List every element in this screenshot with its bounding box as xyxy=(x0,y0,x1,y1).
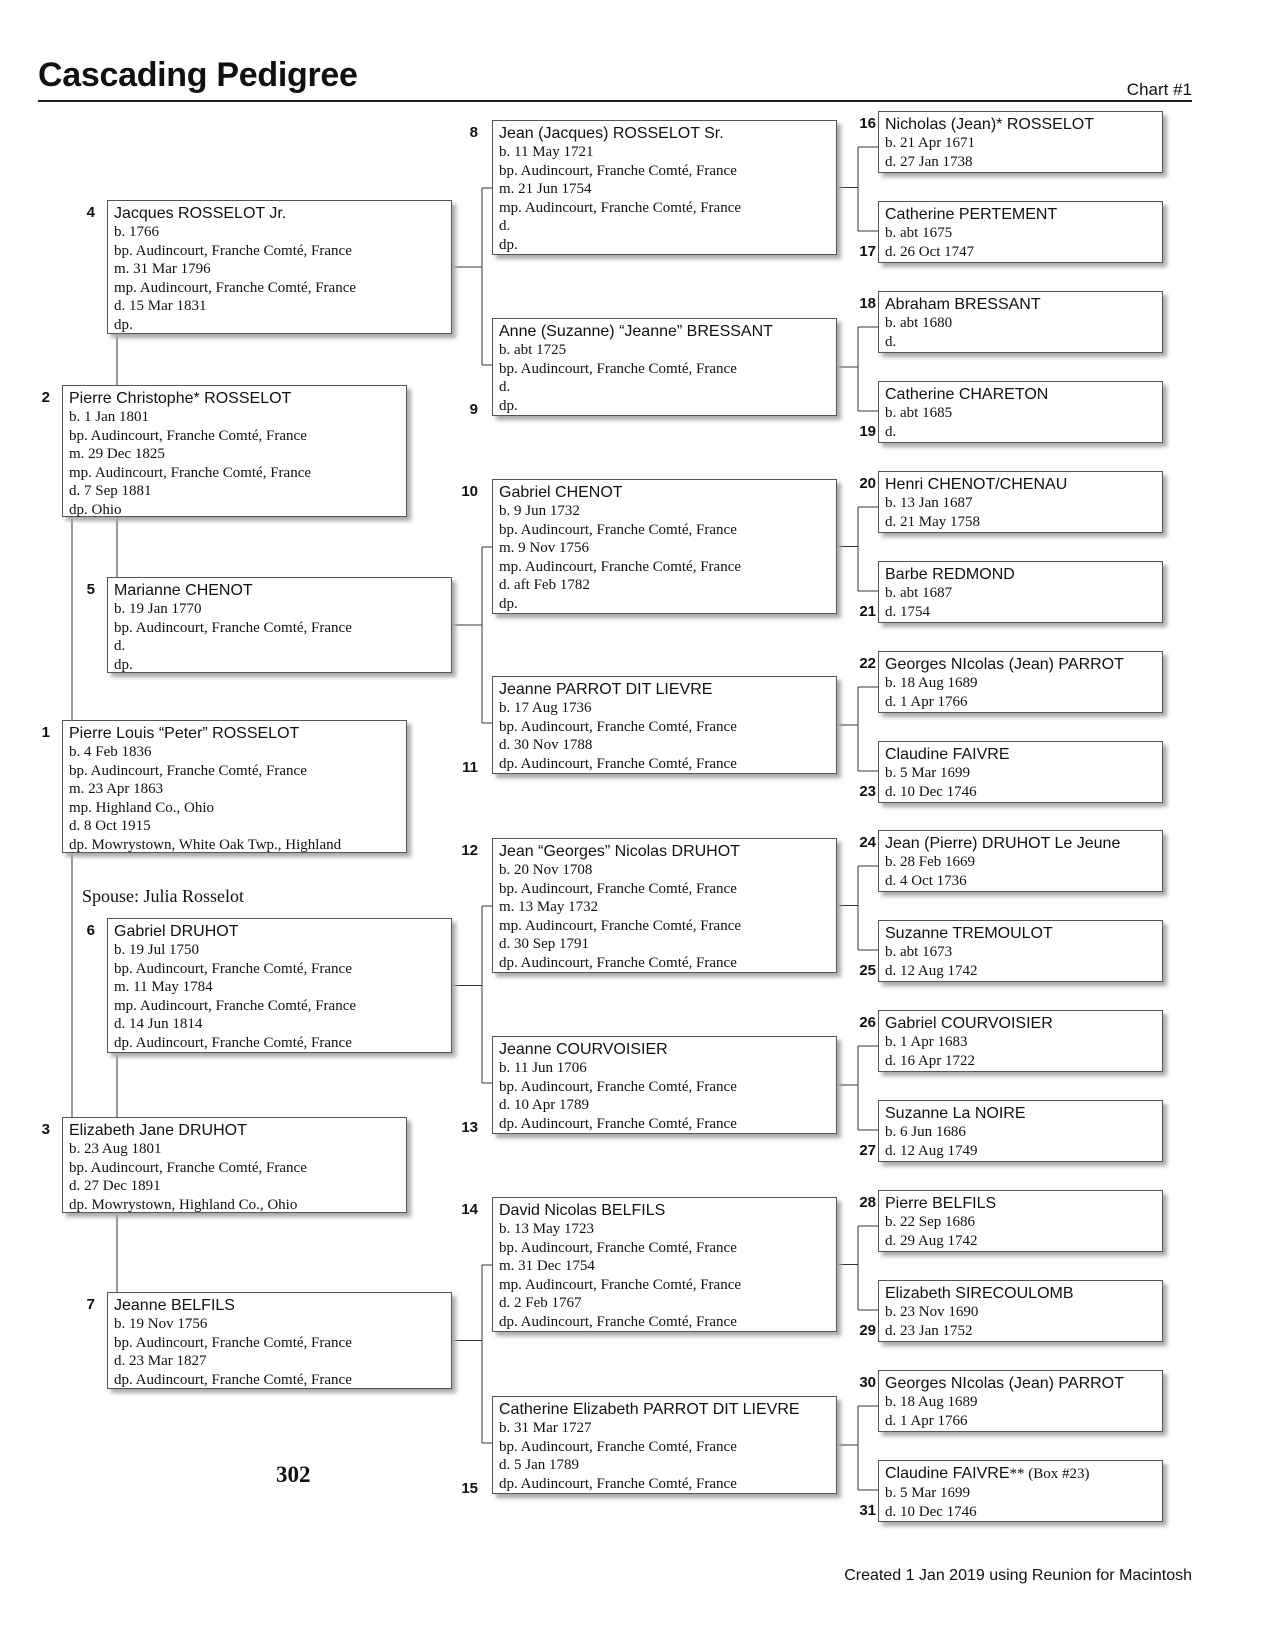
person-detail-line: mp. Audincourt, Franche Comté, France xyxy=(69,464,312,481)
person-detail-line: d. 29 Aug 1742 xyxy=(885,1232,978,1249)
person-detail-line: dp. xyxy=(114,316,133,333)
person-number: 4 xyxy=(86,204,95,221)
person-name xyxy=(885,475,1162,494)
person-number: 8 xyxy=(469,124,478,141)
person-box-10 xyxy=(492,479,837,614)
person-detail-line: m. 9 Nov 1756 xyxy=(499,540,589,556)
person-name-text: Gabriel CHENOT xyxy=(499,484,623,501)
person-detail-line: bp. Audincourt, Franche Comté, France xyxy=(114,1334,352,1351)
person-detail-line: bp. Audincourt, Franche Comté, France xyxy=(69,1159,307,1176)
person-detail-line: dp. xyxy=(114,656,133,673)
person-detail-line: d. 30 Sep 1791 xyxy=(499,936,589,952)
person-detail-line: dp. xyxy=(499,397,518,414)
person-detail-line: mp. Audincourt, Franche Comté, France xyxy=(499,199,742,216)
person-detail-line: d. 27 Jan 1738 xyxy=(885,153,973,170)
person-number: 16 xyxy=(859,115,876,132)
person-name xyxy=(885,565,1162,584)
person-number: 9 xyxy=(469,401,478,418)
person-number: 23 xyxy=(859,783,876,800)
person-detail-line: b. 18 Aug 1689 xyxy=(885,675,978,691)
person-box-29 xyxy=(878,1280,1163,1342)
person-detail-line: d. 26 Oct 1747 xyxy=(885,243,975,260)
person-detail-line: b. abt 1725 xyxy=(499,342,567,358)
person-name-text: Nicholas (Jean)* ROSSELOT xyxy=(885,116,1094,133)
person-number: 30 xyxy=(859,1374,876,1391)
person-detail-line: bp. Audincourt, Franche Comté, France xyxy=(499,718,737,735)
person-box-9 xyxy=(492,318,837,416)
person-detail-line: d. 1 Apr 1766 xyxy=(885,1412,968,1429)
person-detail-line: b. 17 Aug 1736 xyxy=(499,700,592,716)
person-box-18 xyxy=(878,291,1163,353)
person-name-text: Abraham BRESSANT xyxy=(885,296,1041,313)
person-name xyxy=(885,1464,1162,1484)
person-name-text: Jeanne COURVOISIER xyxy=(499,1041,668,1058)
person-detail-line: mp. Audincourt, Franche Comté, France xyxy=(114,997,357,1014)
person-detail-line: b. 31 Mar 1727 xyxy=(499,1420,592,1436)
person-detail-line: b. 5 Mar 1699 xyxy=(885,765,970,781)
person-box-14 xyxy=(492,1197,837,1332)
person-detail-line: bp. Audincourt, Franche Comté, France xyxy=(69,427,307,444)
person-name-text: Suzanne La NOIRE xyxy=(885,1105,1026,1122)
person-number: 27 xyxy=(859,1142,876,1159)
person-name-text: Marianne CHENOT xyxy=(114,582,253,599)
person-name xyxy=(499,680,836,699)
person-detail-line: d. xyxy=(114,638,126,654)
person-name-text: Catherine CHARETON xyxy=(885,386,1049,403)
person-detail-line: d. 10 Dec 1746 xyxy=(885,783,977,800)
person-box-4 xyxy=(107,200,452,334)
person-name xyxy=(885,205,1162,224)
person-number: 19 xyxy=(859,423,876,440)
person-name-text: Pierre BELFILS xyxy=(885,1195,997,1212)
person-detail-line: dp. Mowrystown, Highland Co., Ohio xyxy=(69,1196,298,1213)
person-number: 22 xyxy=(859,655,876,672)
person-detail-line: d. xyxy=(885,423,897,440)
person-detail-line: d. xyxy=(499,218,511,234)
person-name-text: Anne (Suzanne) “Jeanne” BRESSANT xyxy=(499,323,773,340)
person-detail-line: dp. Ohio xyxy=(69,501,122,518)
person-name xyxy=(885,1374,1162,1393)
person-box-15 xyxy=(492,1396,837,1494)
person-name xyxy=(114,922,451,941)
person-detail-line: bp. Audincourt, Franche Comté, France xyxy=(499,1078,737,1095)
person-name-text: Georges NIcolas (Jean) PARROT xyxy=(885,1375,1124,1392)
person-detail-line: b. abt 1680 xyxy=(885,315,953,331)
person-name-text: David Nicolas BELFILS xyxy=(499,1202,666,1219)
person-box-31 xyxy=(878,1460,1163,1522)
person-number: 24 xyxy=(859,834,876,851)
person-detail-line: d. 23 Jan 1752 xyxy=(885,1322,973,1339)
person-detail-line: b. 23 Nov 1690 xyxy=(885,1304,979,1320)
person-name xyxy=(885,745,1162,764)
person-detail-line: m. 31 Dec 1754 xyxy=(499,1258,595,1274)
person-name xyxy=(499,322,836,341)
person-name-text: Gabriel DRUHOT xyxy=(114,923,239,940)
person-box-22 xyxy=(878,651,1163,713)
person-number: 11 xyxy=(462,759,478,776)
person-detail-line: d. 23 Mar 1827 xyxy=(114,1353,207,1369)
person-number: 13 xyxy=(461,1119,478,1136)
person-box-30 xyxy=(878,1370,1163,1432)
person-detail-line: m. 11 May 1784 xyxy=(114,979,213,995)
person-box-24 xyxy=(878,830,1163,892)
person-number: 15 xyxy=(461,1480,478,1497)
person-box-6 xyxy=(107,918,452,1053)
person-detail-line: bp. Audincourt, Franche Comté, France xyxy=(114,242,352,259)
person-name xyxy=(885,295,1162,314)
person-name-text: Catherine PERTEMENT xyxy=(885,206,1058,223)
person-detail-line: b. 21 Apr 1671 xyxy=(885,135,975,151)
person-name xyxy=(499,842,836,861)
person-number: 26 xyxy=(859,1014,876,1031)
person-detail-line: m. 21 Jun 1754 xyxy=(499,181,592,197)
person-box-11 xyxy=(492,676,837,774)
person-name xyxy=(885,924,1162,943)
person-detail-line: b. 13 May 1723 xyxy=(499,1221,594,1237)
person-name-text: Elizabeth Jane DRUHOT xyxy=(69,1122,247,1139)
person-detail-line: b. 4 Feb 1836 xyxy=(69,744,152,760)
person-detail-line: b. 13 Jan 1687 xyxy=(885,495,973,511)
person-box-16 xyxy=(878,111,1163,173)
person-number: 3 xyxy=(41,1121,50,1138)
person-box-27 xyxy=(878,1100,1163,1162)
person-name-text: Jean “Georges” Nicolas DRUHOT xyxy=(499,843,740,860)
person-detail-line: d. 30 Nov 1788 xyxy=(499,737,593,753)
person-detail-line: bp. Audincourt, Franche Comté, France xyxy=(499,1438,737,1455)
person-detail-line: b. 22 Sep 1686 xyxy=(885,1214,975,1230)
person-name xyxy=(885,385,1162,404)
person-detail-line: bp. Audincourt, Franche Comté, France xyxy=(499,1239,737,1256)
person-detail-line: b. 6 Jun 1686 xyxy=(885,1124,966,1140)
person-detail-line: m. 29 Dec 1825 xyxy=(69,446,165,462)
person-box-23 xyxy=(878,741,1163,803)
person-detail-line: mp. Highland Co., Ohio xyxy=(69,799,214,816)
person-detail-line: b. 1766 xyxy=(114,224,159,240)
person-detail-line: b. 18 Aug 1689 xyxy=(885,1394,978,1410)
person-box-5 xyxy=(107,577,452,673)
page-number: 302 xyxy=(276,1462,311,1487)
person-name-text: Jeanne BELFILS xyxy=(114,1297,235,1314)
person-detail-line: dp. Audincourt, Franche Comté, France xyxy=(499,755,737,772)
person-number: 21 xyxy=(859,603,876,620)
person-detail-line: b. abt 1673 xyxy=(885,944,953,960)
person-detail-line: d. 16 Apr 1722 xyxy=(885,1052,975,1069)
person-detail-line: b. abt 1687 xyxy=(885,585,953,601)
person-number: 31 xyxy=(859,1502,876,1519)
person-detail-line: d. xyxy=(499,379,511,395)
person-detail-line: m. 23 Apr 1863 xyxy=(69,781,164,797)
person-number: 7 xyxy=(86,1296,95,1313)
person-detail-line: dp. Audincourt, Franche Comté, France xyxy=(114,1371,352,1388)
person-name xyxy=(499,124,836,143)
person-detail-line: d. 27 Dec 1891 xyxy=(69,1178,161,1194)
person-name-text: Claudine FAIVRE xyxy=(885,1465,1010,1482)
person-number: 2 xyxy=(41,389,50,406)
person-detail-line: b. 28 Feb 1669 xyxy=(885,854,975,870)
person-name xyxy=(69,1121,406,1140)
person-name xyxy=(499,1201,836,1220)
person-detail-line: d. 12 Aug 1749 xyxy=(885,1142,978,1159)
person-detail-line: mp. Audincourt, Franche Comté, France xyxy=(499,1276,742,1293)
person-detail-line: d. xyxy=(885,333,897,350)
person-detail-line: dp. xyxy=(499,595,518,612)
person-detail-line: dp. Audincourt, Franche Comté, France xyxy=(499,1313,737,1330)
person-number: 29 xyxy=(859,1322,876,1339)
person-box-13 xyxy=(492,1036,837,1134)
person-detail-line: b. 11 Jun 1706 xyxy=(499,1060,587,1076)
page-title: Cascading Pedigree xyxy=(38,56,358,94)
person-number: 1 xyxy=(41,724,50,741)
person-name-text: Jean (Pierre) DRUHOT Le Jeune xyxy=(885,835,1121,852)
person-detail-line: bp. Audincourt, Franche Comté, France xyxy=(114,619,352,636)
person-detail-line: b. 11 May 1721 xyxy=(499,144,594,160)
person-detail-line: bp. Audincourt, Franche Comté, France xyxy=(69,762,307,779)
person-name-text: Pierre Christophe* ROSSELOT xyxy=(69,390,292,407)
person-name-text: Pierre Louis “Peter” ROSSELOT xyxy=(69,725,300,742)
person-detail-line: b. 20 Nov 1708 xyxy=(499,862,593,878)
person-number: 17 xyxy=(859,243,876,260)
person-detail-line: b. 19 Jan 1770 xyxy=(114,601,202,617)
person-box-21 xyxy=(878,561,1163,623)
person-detail-line: b. 9 Jun 1732 xyxy=(499,503,580,519)
person-name-text: Jacques ROSSELOT Jr. xyxy=(114,205,287,222)
person-detail-line: d. 12 Aug 1742 xyxy=(885,962,978,979)
person-detail-line: b. 5 Mar 1699 xyxy=(885,1485,970,1501)
person-number: 25 xyxy=(859,962,876,979)
person-detail-line: bp. Audincourt, Franche Comté, France xyxy=(499,162,737,179)
person-name-text: Claudine FAIVRE xyxy=(885,746,1010,763)
person-number: 14 xyxy=(461,1201,478,1218)
person-name xyxy=(499,1400,836,1419)
person-number: 20 xyxy=(859,475,876,492)
person-detail-line: b. 19 Jul 1750 xyxy=(114,942,200,958)
person-detail-line: b. 23 Aug 1801 xyxy=(69,1141,162,1157)
person-detail-line: m. 31 Mar 1796 xyxy=(114,261,211,277)
person-detail-line: mp. Audincourt, Franche Comté, France xyxy=(499,917,742,934)
person-detail-line: d. 10 Dec 1746 xyxy=(885,1503,977,1520)
person-name-text: Elizabeth SIRECOULOMB xyxy=(885,1285,1074,1302)
person-box-2 xyxy=(62,385,407,517)
person-detail-line: dp. Audincourt, Franche Comté, France xyxy=(499,1475,737,1492)
person-detail-line: d. 5 Jan 1789 xyxy=(499,1457,579,1473)
person-detail-line: d. 2 Feb 1767 xyxy=(499,1295,582,1311)
person-detail-line: mp. Audincourt, Franche Comté, France xyxy=(499,558,742,575)
person-detail-line: d. 8 Oct 1915 xyxy=(69,818,151,834)
person-detail-line: d. 7 Sep 1881 xyxy=(69,483,152,499)
person-box-8 xyxy=(492,120,837,255)
person-box-26 xyxy=(878,1010,1163,1072)
person-detail-line: bp. Audincourt, Franche Comté, France xyxy=(499,360,737,377)
person-detail-line: b. 1 Apr 1683 xyxy=(885,1034,968,1050)
person-name xyxy=(69,389,406,408)
person-detail-line: dp. Mowrystown, White Oak Twp., Highland xyxy=(69,836,342,853)
person-box-25 xyxy=(878,920,1163,982)
person-number: 6 xyxy=(86,922,95,939)
person-detail-line: b. abt 1685 xyxy=(885,405,953,421)
person-name-note: ** (Box #23) xyxy=(1009,1466,1090,1482)
person-number: 10 xyxy=(461,483,478,500)
person-detail-line: dp. Audincourt, Franche Comté, France xyxy=(499,954,737,971)
person-detail-line: d. 14 Jun 1814 xyxy=(114,1016,203,1032)
person-detail-line: d. aft Feb 1782 xyxy=(499,577,590,593)
person-detail-line: mp. Audincourt, Franche Comté, France xyxy=(114,279,357,296)
person-detail-line: dp. Audincourt, Franche Comté, France xyxy=(499,1115,737,1132)
person-name-text: Jean (Jacques) ROSSELOT Sr. xyxy=(499,125,724,142)
spouse-note: Spouse: Julia Rosselot xyxy=(82,886,245,906)
person-number: 12 xyxy=(461,842,478,859)
person-name xyxy=(114,1296,451,1315)
person-detail-line: d. 21 May 1758 xyxy=(885,513,980,530)
person-box-3 xyxy=(62,1117,407,1213)
person-box-12 xyxy=(492,838,837,973)
person-detail-line: b. 19 Nov 1756 xyxy=(114,1316,208,1332)
person-name-text: Barbe REDMOND xyxy=(885,566,1015,583)
person-name xyxy=(69,724,406,743)
person-name-text: Jeanne PARROT DIT LIEVRE xyxy=(499,681,713,698)
person-number: 28 xyxy=(859,1194,876,1211)
person-name xyxy=(499,483,836,502)
person-name xyxy=(499,1040,836,1059)
person-detail-line: d. 15 Mar 1831 xyxy=(114,298,207,314)
person-detail-line: dp. Audincourt, Franche Comté, France xyxy=(114,1034,352,1051)
person-name xyxy=(114,204,451,223)
person-number: 18 xyxy=(859,295,876,312)
person-name-text: Suzanne TREMOULOT xyxy=(885,925,1053,942)
person-detail-line: bp. Audincourt, Franche Comté, France xyxy=(114,960,352,977)
person-name-text: Georges NIcolas (Jean) PARROT xyxy=(885,656,1124,673)
person-detail-line: b. 1 Jan 1801 xyxy=(69,409,149,425)
chart-number: Chart #1 xyxy=(1126,80,1192,99)
person-detail-line: d. 4 Oct 1736 xyxy=(885,872,967,889)
person-box-17 xyxy=(878,201,1163,263)
person-detail-line: b. abt 1675 xyxy=(885,225,953,241)
person-detail-line: bp. Audincourt, Franche Comté, France xyxy=(499,880,737,897)
person-name xyxy=(885,655,1162,674)
person-name-text: Gabriel COURVOISIER xyxy=(885,1015,1053,1032)
person-name xyxy=(885,115,1162,134)
person-name-text: Catherine Elizabeth PARROT DIT LIEVRE xyxy=(499,1401,800,1418)
person-box-19 xyxy=(878,381,1163,443)
person-number: 5 xyxy=(86,581,95,598)
person-box-28 xyxy=(878,1190,1163,1252)
person-detail-line: bp. Audincourt, Franche Comté, France xyxy=(499,521,737,538)
person-detail-line: d. 10 Apr 1789 xyxy=(499,1097,589,1113)
person-detail-line: dp. xyxy=(499,236,518,253)
person-detail-line: d. 1754 xyxy=(885,603,930,620)
person-box-20 xyxy=(878,471,1163,533)
person-box-7 xyxy=(107,1292,452,1389)
person-name xyxy=(885,1284,1162,1303)
person-box-1 xyxy=(62,720,407,853)
person-name xyxy=(885,1014,1162,1033)
person-name xyxy=(885,1194,1162,1213)
person-detail-line: d. 1 Apr 1766 xyxy=(885,693,968,710)
person-name xyxy=(114,581,451,600)
person-name-text: Henri CHENOT/CHENAU xyxy=(885,476,1068,493)
person-name xyxy=(885,1104,1162,1123)
person-detail-line: m. 13 May 1732 xyxy=(499,899,599,915)
person-name xyxy=(885,834,1162,853)
footer-credit: Created 1 Jan 2019 using Reunion for Macintosh xyxy=(844,1567,1192,1584)
